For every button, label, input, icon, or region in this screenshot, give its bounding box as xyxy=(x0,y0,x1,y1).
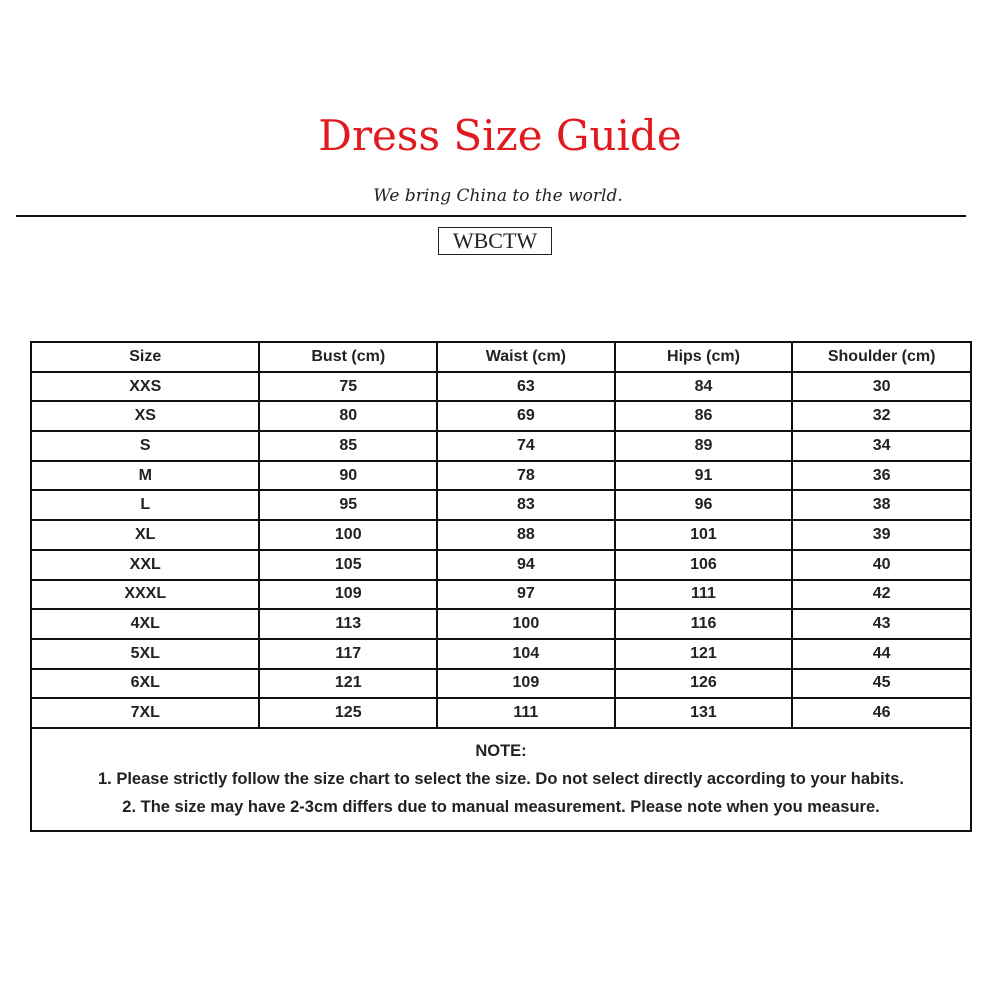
cell-shoulder: 39 xyxy=(792,520,971,550)
cell-shoulder: 30 xyxy=(792,372,971,402)
cell-size: XXXL xyxy=(31,580,259,610)
cell-hips: 96 xyxy=(615,490,793,520)
cell-hips: 84 xyxy=(615,372,793,402)
cell-waist: 69 xyxy=(437,401,615,431)
column-header-hips: Hips (cm) xyxy=(615,342,793,372)
tagline: We bring China to the world. xyxy=(373,186,623,206)
cell-bust: 95 xyxy=(259,490,437,520)
table-row xyxy=(31,580,971,610)
notes-heading: NOTE: xyxy=(475,742,527,761)
table-row xyxy=(31,372,971,402)
notes-row xyxy=(31,728,971,831)
table-row xyxy=(31,609,971,639)
cell-shoulder: 32 xyxy=(792,401,971,431)
cell-waist: 100 xyxy=(437,609,615,639)
cell-shoulder: 42 xyxy=(792,580,971,610)
cell-hips: 121 xyxy=(615,639,793,669)
cell-shoulder: 38 xyxy=(792,490,971,520)
cell-shoulder: 44 xyxy=(792,639,971,669)
notes-cell xyxy=(31,728,971,831)
table-row xyxy=(31,431,971,461)
cell-shoulder: 36 xyxy=(792,461,971,491)
cell-bust: 125 xyxy=(259,698,437,728)
table-row xyxy=(31,490,971,520)
cell-shoulder: 45 xyxy=(792,669,971,699)
cell-bust: 121 xyxy=(259,669,437,699)
cell-waist: 83 xyxy=(437,490,615,520)
table-row xyxy=(31,550,971,580)
table-row xyxy=(31,461,971,491)
cell-waist: 97 xyxy=(437,580,615,610)
cell-size: XS xyxy=(31,401,259,431)
cell-hips: 131 xyxy=(615,698,793,728)
cell-size: XXL xyxy=(31,550,259,580)
note-line-1: 1. Please strictly follow the size chart to select the size. Do not select directly according to your habits. xyxy=(98,770,904,789)
header-divider xyxy=(16,215,966,217)
table-row xyxy=(31,639,971,669)
cell-bust: 105 xyxy=(259,550,437,580)
size-chart-table xyxy=(30,341,972,832)
cell-waist: 63 xyxy=(437,372,615,402)
cell-bust: 113 xyxy=(259,609,437,639)
cell-waist: 94 xyxy=(437,550,615,580)
table-row xyxy=(31,401,971,431)
cell-bust: 90 xyxy=(259,461,437,491)
cell-shoulder: 46 xyxy=(792,698,971,728)
cell-shoulder: 43 xyxy=(792,609,971,639)
cell-bust: 85 xyxy=(259,431,437,461)
cell-size: L xyxy=(31,490,259,520)
cell-shoulder: 40 xyxy=(792,550,971,580)
cell-size: S xyxy=(31,431,259,461)
cell-size: XL xyxy=(31,520,259,550)
cell-hips: 91 xyxy=(615,461,793,491)
table-row xyxy=(31,520,971,550)
page-title: Dress Size Guide xyxy=(318,111,682,160)
brand-logo: WBCTW xyxy=(438,227,552,255)
cell-hips: 86 xyxy=(615,401,793,431)
cell-size: XXS xyxy=(31,372,259,402)
cell-hips: 126 xyxy=(615,669,793,699)
cell-bust: 100 xyxy=(259,520,437,550)
cell-waist: 104 xyxy=(437,639,615,669)
table-row xyxy=(31,698,971,728)
cell-hips: 116 xyxy=(615,609,793,639)
cell-waist: 78 xyxy=(437,461,615,491)
cell-size: 6XL xyxy=(31,669,259,699)
cell-bust: 117 xyxy=(259,639,437,669)
column-header-waist: Waist (cm) xyxy=(437,342,615,372)
cell-size: 4XL xyxy=(31,609,259,639)
cell-bust: 75 xyxy=(259,372,437,402)
cell-size: 5XL xyxy=(31,639,259,669)
cell-hips: 111 xyxy=(615,580,793,610)
cell-size: 7XL xyxy=(31,698,259,728)
cell-waist: 88 xyxy=(437,520,615,550)
cell-shoulder: 34 xyxy=(792,431,971,461)
cell-waist: 111 xyxy=(437,698,615,728)
column-header-bust: Bust (cm) xyxy=(259,342,437,372)
cell-hips: 101 xyxy=(615,520,793,550)
cell-bust: 80 xyxy=(259,401,437,431)
column-header-size: Size xyxy=(31,342,259,372)
cell-hips: 89 xyxy=(615,431,793,461)
table-header-row xyxy=(31,342,971,372)
cell-waist: 109 xyxy=(437,669,615,699)
table-row xyxy=(31,669,971,699)
cell-bust: 109 xyxy=(259,580,437,610)
cell-waist: 74 xyxy=(437,431,615,461)
note-line-2: 2. The size may have 2-3cm differs due to manual measurement. Please note when you measure. xyxy=(122,798,880,817)
column-header-shoulder: Shoulder (cm) xyxy=(792,342,971,372)
cell-size: M xyxy=(31,461,259,491)
cell-hips: 106 xyxy=(615,550,793,580)
